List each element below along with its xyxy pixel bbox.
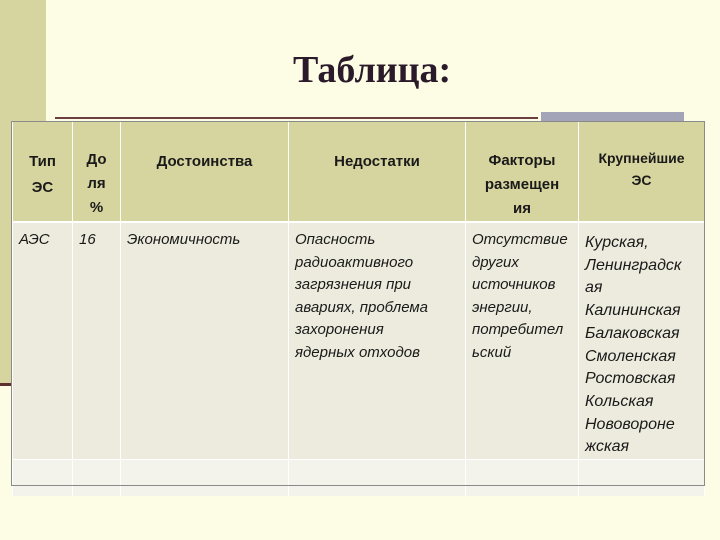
cell-type: АЭС bbox=[13, 222, 73, 460]
table-header-row bbox=[13, 122, 705, 222]
cell-largest bbox=[579, 222, 705, 460]
header-share-line: До bbox=[86, 151, 107, 168]
cell-disadvantages-line: загрязнения при bbox=[295, 276, 412, 293]
cell-disadvantages-line: авариях, проблема bbox=[295, 298, 429, 316]
page-title: Таблица: bbox=[293, 49, 452, 91]
header-share bbox=[73, 122, 121, 222]
cell-largest-line: жская bbox=[585, 438, 630, 456]
cell-disadvantages-line: Опасность bbox=[295, 231, 376, 248]
header-advantages: Достоинства bbox=[121, 122, 289, 222]
cell-share: 16 bbox=[73, 222, 121, 460]
cell-disadvantages-line: ядерных отходов bbox=[295, 343, 420, 361]
cell-largest-line: Курская, bbox=[585, 234, 649, 251]
table-row-empty bbox=[13, 460, 705, 496]
empty-cell bbox=[466, 460, 579, 496]
cell-factors-line: ьский bbox=[472, 343, 512, 361]
title-underline bbox=[55, 117, 538, 119]
cell-factors-line: источников bbox=[472, 276, 556, 293]
table-row bbox=[13, 222, 705, 460]
header-factors-line: Факторы bbox=[488, 152, 556, 169]
left-accent-line bbox=[0, 383, 12, 386]
cell-disadvantages bbox=[289, 222, 466, 460]
cell-largest-line: Калининская bbox=[585, 302, 681, 320]
cell-largest-line: Балаковская bbox=[585, 324, 680, 342]
cell-largest-line: Ростовская bbox=[585, 370, 676, 388]
header-type bbox=[13, 122, 73, 222]
header-type-line: Тип bbox=[29, 153, 56, 170]
cell-factors-line: Отсутствие bbox=[472, 231, 568, 248]
header-share-line: ля bbox=[87, 175, 106, 192]
header-factors-line: ия bbox=[513, 200, 531, 217]
cell-disadvantages-line: захоронения bbox=[295, 321, 384, 338]
empty-cell bbox=[579, 460, 705, 496]
cell-factors-line: других bbox=[472, 253, 519, 271]
header-factors bbox=[466, 122, 579, 222]
title-underline-block bbox=[541, 112, 684, 121]
header-largest-line: ЭС bbox=[631, 172, 652, 188]
cell-disadvantages-line: радиоактивного bbox=[295, 253, 414, 271]
header-largest-line: Крупнейшие bbox=[598, 150, 685, 166]
cell-advantages: Экономичность bbox=[121, 222, 289, 460]
header-type-line: ЭС bbox=[31, 179, 54, 196]
cell-factors-line: энергии, bbox=[472, 298, 533, 316]
cell-largest-line: Смоленская bbox=[585, 347, 676, 365]
cell-factors bbox=[466, 222, 579, 460]
header-disadvantages: Недостатки bbox=[289, 122, 466, 222]
cell-factors-line: потребител bbox=[472, 321, 564, 338]
header-share-line: % bbox=[89, 199, 104, 216]
empty-cell bbox=[289, 460, 466, 496]
empty-cell bbox=[121, 460, 289, 496]
empty-cell bbox=[73, 460, 121, 496]
cell-largest-line: Нововороне bbox=[585, 415, 675, 433]
header-largest bbox=[579, 122, 705, 222]
empty-cell bbox=[13, 460, 73, 496]
cell-largest-line: ая bbox=[585, 279, 603, 297]
cell-largest-line: Ленинградск bbox=[585, 256, 682, 274]
cell-largest-line: Кольская bbox=[585, 392, 654, 410]
header-factors-line: размещен bbox=[484, 176, 560, 193]
energy-stations-table bbox=[12, 122, 705, 496]
